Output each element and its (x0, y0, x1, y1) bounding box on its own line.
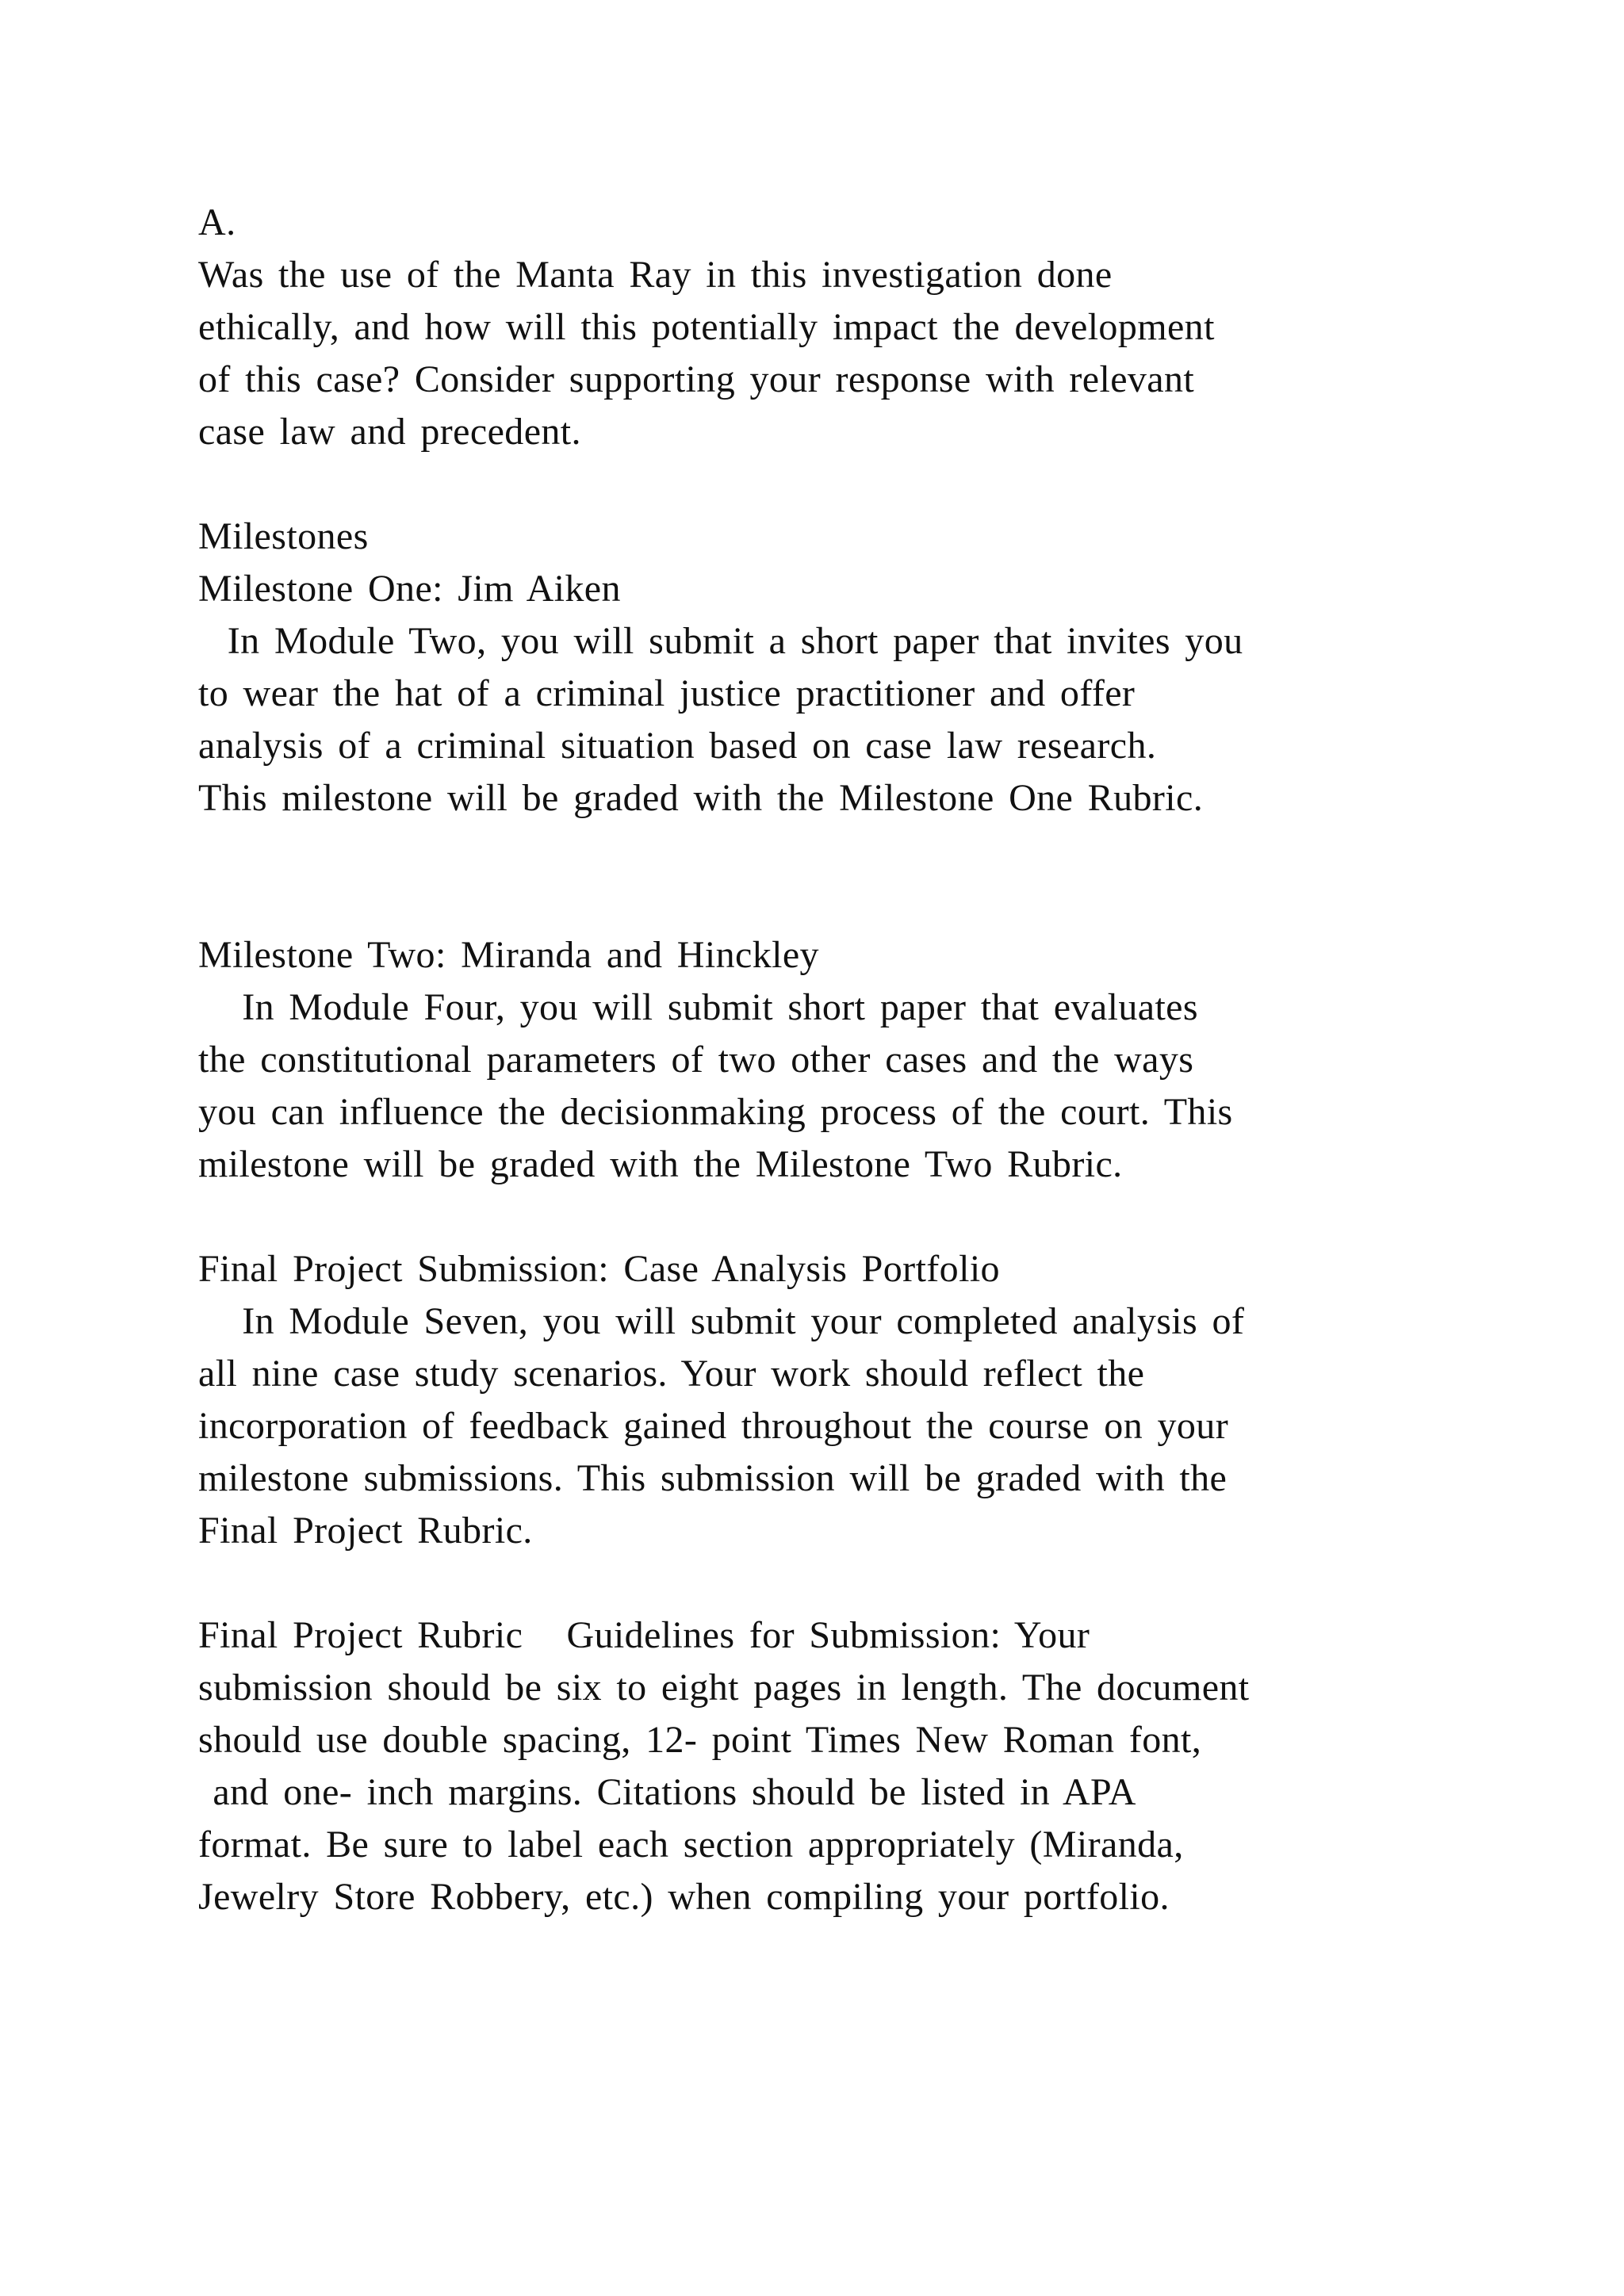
milestone-one-line: In Module Two, you will submit a short paper that invites you (198, 620, 1243, 662)
milestone-one-line: This milestone will be graded with the Milestone One Rubric. (198, 777, 1204, 819)
section-a-line: Was the use of the Manta Ray in this investigation done (198, 254, 1113, 296)
milestone-two-line: milestone will be graded with the Milestone Two Rubric. (198, 1143, 1123, 1185)
paragraph-spacer (198, 458, 1483, 511)
paragraph-spacer (198, 825, 1483, 929)
final-rubric-line: Jewelry Store Robbery, etc.) when compiling your portfolio. (198, 1876, 1170, 1918)
document-body (198, 197, 1483, 1923)
final-rubric-line: should use double spacing, 12- point Times New Roman font, (198, 1719, 1202, 1761)
milestone-one-line: analysis of a criminal situation based on case law research. (198, 725, 1157, 767)
milestone-two-line: you can influence the decisionmaking process of the court. This (198, 1091, 1233, 1133)
paragraph-spacer (198, 1557, 1483, 1609)
milestone-one-title: Milestone One: Jim Aiken (198, 568, 621, 610)
section-a-line: ethically, and how will this potentially impact the development (198, 306, 1215, 348)
milestone-two-line: the constitutional parameters of two other cases and the ways (198, 1039, 1194, 1081)
final-submission-line: all nine case study scenarios. Your work should reflect the (198, 1353, 1145, 1395)
final-rubric-line: Final Project Rubric Guidelines for Submission: Your (198, 1614, 1090, 1656)
final-rubric-line: and one- inch margins. Citations should be listed in APA (198, 1771, 1136, 1813)
final-submission-line: In Module Seven, you will submit your completed analysis of (198, 1300, 1245, 1342)
milestone-two-line: In Module Four, you will submit short paper that evaluates (198, 986, 1198, 1028)
milestone-two-title: Milestone Two: Miranda and Hinckley (198, 934, 819, 976)
milestones-heading: Milestones (198, 515, 369, 557)
final-rubric-line: submission should be six to eight pages in length. The document (198, 1667, 1250, 1709)
final-submission-line: incorporation of feedback gained throughout the course on your (198, 1405, 1229, 1447)
final-rubric-line: format. Be sure to label each section appropriately (Miranda, (198, 1823, 1184, 1866)
section-a-line: case law and precedent. (198, 411, 581, 453)
final-submission-title: Final Project Submission: Case Analysis Portfolio (198, 1248, 1000, 1290)
final-submission-line: Final Project Rubric. (198, 1510, 533, 1552)
final-submission-line: milestone submissions. This submission will be graded with the (198, 1457, 1228, 1499)
paragraph-spacer (198, 1191, 1483, 1243)
section-a-label: A. (198, 201, 236, 243)
section-a-line: of this case? Consider supporting your response with relevant (198, 358, 1195, 400)
milestone-one-line: to wear the hat of a criminal justice practitioner and offer (198, 672, 1136, 714)
